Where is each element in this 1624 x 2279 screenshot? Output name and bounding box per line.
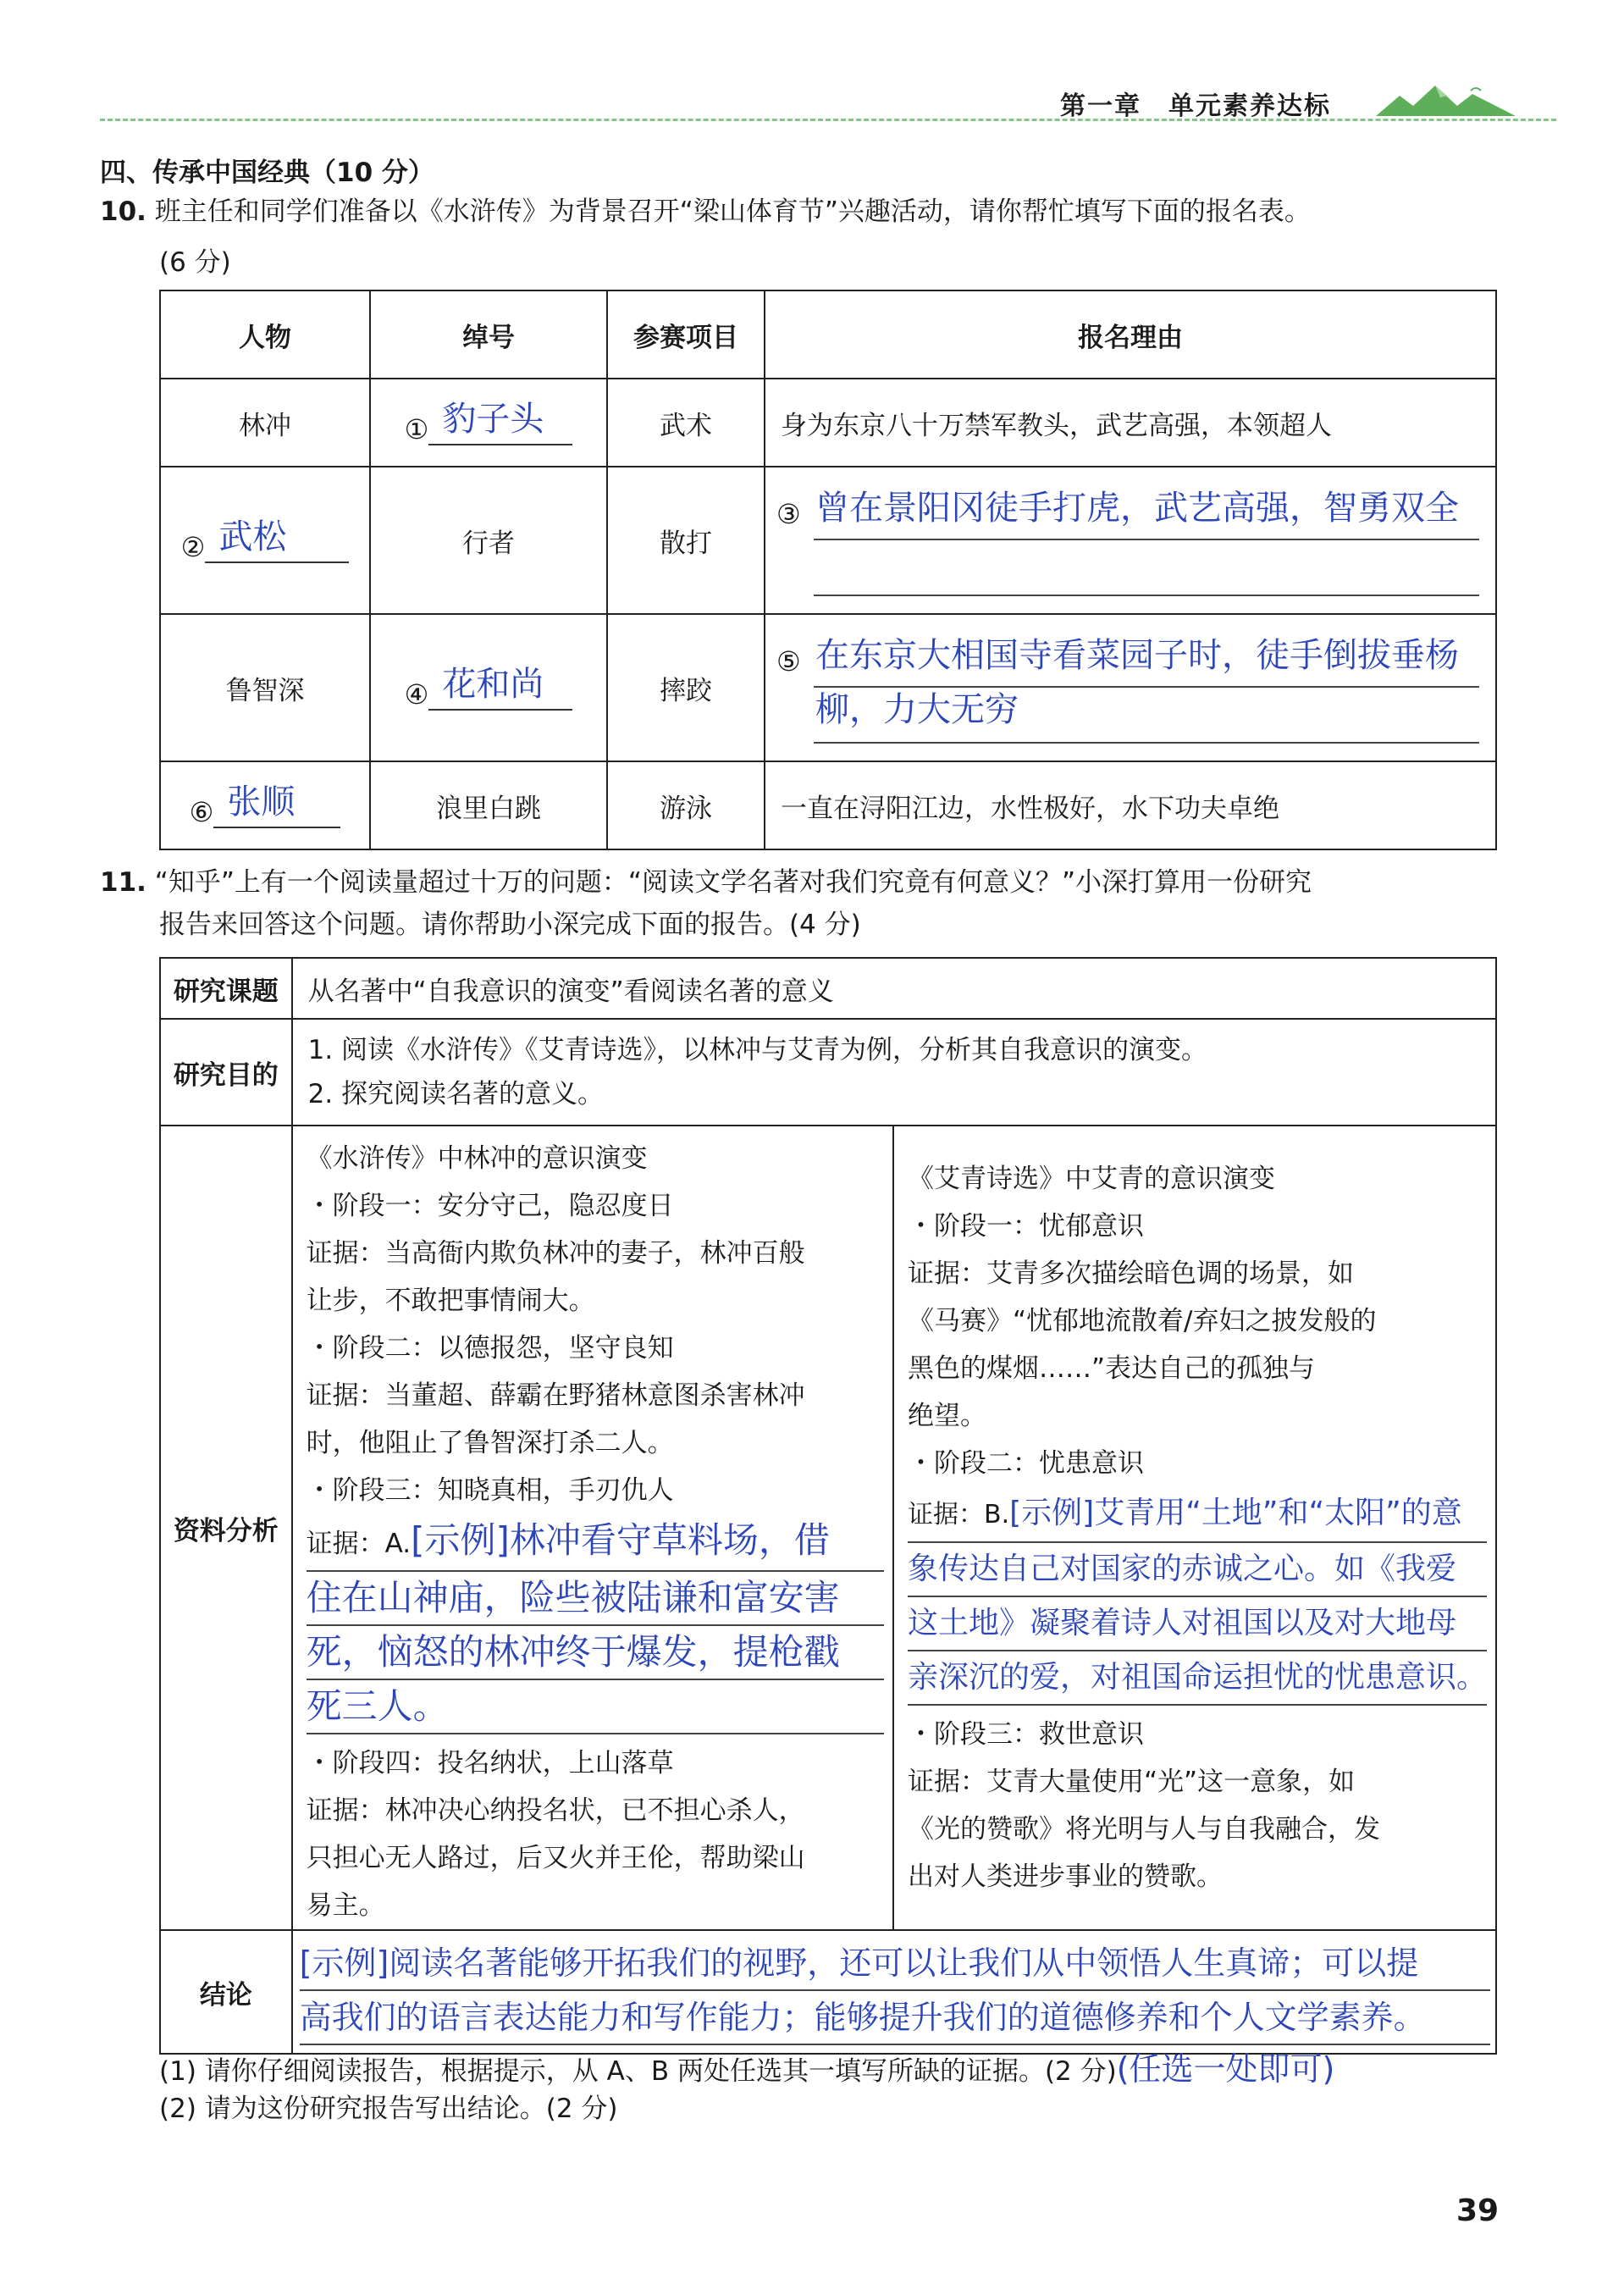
evidence-3c: 出对人类进步事业的赞歌。 [907,1861,1223,1892]
signup-table [159,290,1497,850]
event-cell: 武术 [607,379,765,467]
person-cell: 鲁智深 [160,614,370,761]
report-row-purpose [160,1019,1496,1126]
stage-3: ・阶段三：救世意识 [907,1719,1144,1750]
question-text: 班主任和同学们准备以《水浒传》为背景召开“梁山体育节”兴趣活动，请你帮忙填写下面的报名表。 [154,196,1311,227]
answer-line-a4[interactable]: 死三人。 [307,1680,884,1734]
blank-number: ⑤ [776,645,801,678]
stage-2: ・阶段二：忧患意识 [907,1448,1144,1479]
question-number: 11. [100,867,146,898]
evidence-2a: 证据：当董超、薛霸在野猪林意图杀害林冲 [306,1380,805,1411]
evidence-1d: 绝望。 [907,1401,986,1431]
answer-line-b2[interactable]: 象传达自己对国家的赤诚之心。如《我爱 [908,1543,1487,1597]
handwritten-note: (任选一处即可) [1116,2050,1335,2088]
evidence-1b: 《马赛》“忧郁地流散着/弃妇之披发般的 [907,1306,1377,1336]
answer-blank[interactable] [213,783,340,828]
evidence-a-label: 证据：A. [306,1529,412,1559]
question-11-line2: 报告来回答这个问题。请你帮助小深完成下面的报告。(4 分) [159,910,861,940]
reason-answer-area[interactable] [766,620,1494,755]
left-title: 《水浒传》中林冲的意识演变 [306,1143,648,1174]
stage-1: ・阶段一：安分守己，隐忍度日 [306,1191,674,1221]
analysis-label: 资料分析 [160,1126,292,1930]
reason-cell [765,614,1496,761]
nickname-cell: 行者 [370,467,607,614]
handwritten-answer: [示例]林冲看守草料场，借 [411,1519,830,1561]
handwritten-answer: 张顺 [227,783,296,821]
answer-line-a2[interactable]: 住在山神庙，险些被陆谦和富安害 [307,1572,884,1626]
answer-blank[interactable] [428,400,572,445]
evidence-3b: 《光的赞歌》将光明与人与自我融合，发 [907,1814,1380,1845]
blank-number: ⑥ [189,796,214,828]
handwritten-answer: [示例]艾青用“土地”和“太阳”的意 [1009,1496,1462,1530]
topic-label: 研究课题 [160,958,292,1019]
evidence-4c: 易主。 [306,1890,385,1921]
sub-question-1 [159,2043,1334,2089]
col-header-event: 参赛项目 [607,290,765,379]
reason-answer-area[interactable] [766,473,1494,608]
evidence-3a: 证据：艾青大量使用“光”这一意象，如 [907,1767,1356,1797]
stage-1: ・阶段一：忧郁意识 [907,1211,1144,1242]
event-cell: 游泳 [607,761,765,849]
table-header-row [160,290,1496,379]
ai-qing-evolution [908,1155,1487,1900]
report-table [159,957,1497,2055]
stage-2: ・阶段二：以德报怨，坚守良知 [306,1333,674,1364]
sub-question-2: (2) 请为这份研究报告写出结论。(2 分) [159,2094,618,2124]
handwritten-answer: 花和尚 [442,665,544,704]
table-row [160,761,1496,849]
answer-line-a1[interactable] [307,1514,884,1572]
blank-number: ③ [776,498,801,530]
answer-line-b3[interactable]: 这土地》凝聚着诗人对祖国以及对大地母 [908,1597,1487,1651]
topic-text: 从名著中“自我意识的演变”看阅读名著的意义 [292,958,1496,1019]
conclusion-label: 结论 [160,1930,292,2054]
person-cell [160,467,370,614]
answer-line [814,540,1479,596]
conclusion-line-2: 高我们的语言表达能力和写作能力；能够提升我们的道德修养和个人文学素养。 [300,1991,1490,2045]
purpose-label: 研究目的 [160,1019,292,1126]
col-header-person: 人物 [160,290,370,379]
evidence-4a: 证据：林冲决心纳投名状，已不担心杀人， [306,1795,805,1826]
evidence-1b: 让步，不敢把事情闹大。 [306,1286,595,1316]
evidence-2b: 时，他阻止了鲁智深打杀二人。 [306,1428,674,1458]
event-cell: 摔跤 [607,614,765,761]
table-row [160,614,1496,761]
section-title: 四、传承中国经典（10 分） [100,158,434,188]
header-divider [100,119,1556,121]
nickname-cell [370,614,607,761]
conclusion-line-1: [示例]阅读名著能够开拓我们的视野，还可以让我们从中领悟人生真谛；可以提 [300,1937,1490,1991]
person-cell [160,761,370,849]
report-row-conclusion [160,1930,1496,2054]
nickname-cell [370,379,607,467]
evidence-1a: 证据：当高衙内欺负林冲的妻子，林冲百般 [306,1238,805,1269]
question-number: 10. [100,196,146,227]
handwritten-answer: 武松 [218,517,287,556]
stage-4: ・阶段四：投名纳状，上山落草 [306,1748,674,1778]
blank-number: ② [180,531,206,563]
answer-blank[interactable] [205,517,349,563]
event-cell: 散打 [607,467,765,614]
handwritten-answer: 曾在景阳冈徒手打虎，武艺高强，智勇双全 [815,489,1459,528]
mountain-icon [1376,80,1516,119]
chapter-header: 第一章 单元素养达标 [1060,91,1331,121]
right-title: 《艾青诗选》中艾青的意识演变 [907,1164,1275,1194]
purpose-item-1: 1. 阅读《水浒传》《艾青诗选》，以林冲与艾青为例，分析其自我意识的演变。 [307,1035,1208,1065]
evidence-b-label: 证据：B. [907,1500,1010,1529]
answer-line-b1[interactable] [908,1487,1487,1543]
person-cell: 林冲 [160,379,370,467]
reason-cell: 一直在浔阳江边，水性极好，水下功夫卓绝 [765,761,1496,849]
analysis-right-column [893,1126,1496,1930]
answer-line-a3[interactable]: 死，恼怒的林冲终于爆发，提枪戳 [307,1626,884,1680]
report-row-topic [160,958,1496,1019]
table-row [160,467,1496,614]
evidence-1c: 黑色的煤烟……”表达自己的孤独与 [907,1353,1316,1384]
purpose-cell [292,1019,1496,1126]
analysis-left-column [292,1126,893,1930]
page-number: 39 [1456,2193,1500,2228]
evidence-4b: 只担心无人路过，后又火并王伦，帮助梁山 [306,1843,805,1873]
conclusion-cell[interactable] [292,1930,1496,2054]
col-header-nickname: 绰号 [370,290,607,379]
reason-cell [765,467,1496,614]
question-10-score: (6 分) [159,247,231,278]
lin-chong-evolution [307,1135,884,1929]
col-header-reason: 报名理由 [765,290,1496,379]
question-10 [100,186,1556,237]
answer-line-b4[interactable]: 亲深沉的爱，对祖国命运担忧的忧患意识。 [908,1651,1487,1706]
stage-3: ・阶段三：知晓真相，手刃仇人 [306,1475,674,1506]
blank-number: ④ [404,678,429,711]
sub-question-1-text: (1) 请你仔细阅读报告，根据提示，从 A、B 两处任选其一填写所缺的证据。(2 分) [159,2056,1117,2087]
report-row-analysis [160,1126,1496,1930]
reason-cell: 身为东京八十万禁军教头，武艺高强，本领超人 [765,379,1496,467]
blank-number: ① [404,413,429,445]
purpose-item-2: 2. 探究阅读名著的意义。 [307,1079,605,1109]
evidence-1a: 证据：艾青多次描绘暗色调的场景，如 [907,1258,1354,1289]
handwritten-answer: 在东京大相国寺看菜园子时，徒手倒拔垂杨柳，力大无穷 [815,636,1459,729]
handwritten-answer: 豹子头 [442,400,544,439]
nickname-cell: 浪里白跳 [370,761,607,849]
table-row [160,379,1496,467]
question-text: “知乎”上有一个阅读量超过十万的问题：“阅读文学名著对我们究竟有何意义？”小深打算用一份研究 [154,867,1312,898]
answer-blank[interactable] [428,665,572,711]
